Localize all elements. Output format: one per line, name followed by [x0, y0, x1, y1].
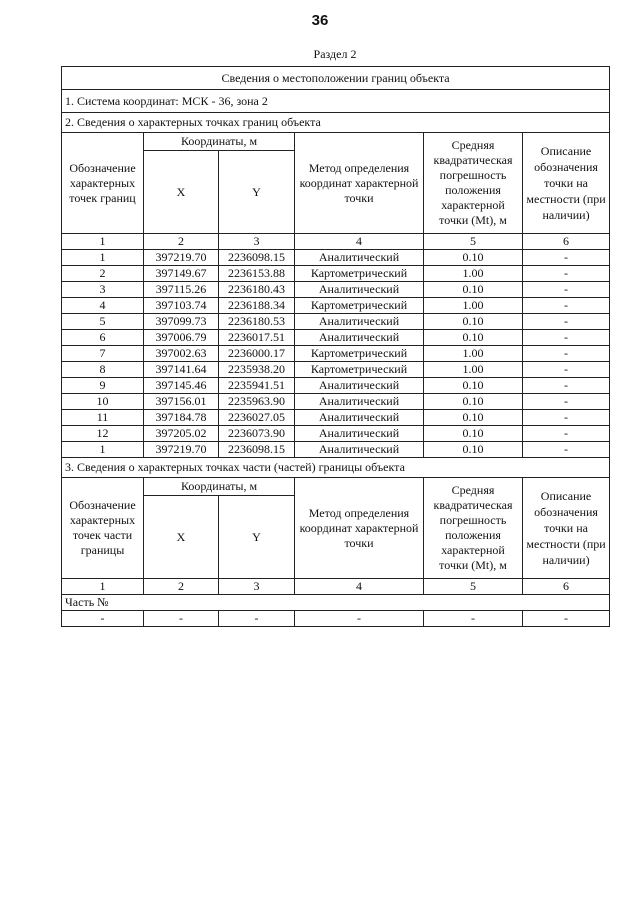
table-cell: -	[295, 611, 424, 627]
part-column-numbers-row	[62, 579, 610, 595]
part-y-header: Y	[219, 496, 295, 579]
x-cell: 397002.63	[144, 346, 219, 362]
description-cell: -	[523, 266, 610, 282]
description-cell: -	[523, 346, 610, 362]
column-number: 1	[62, 579, 144, 595]
x-cell: 397006.79	[144, 330, 219, 346]
method-cell: Аналитический	[295, 282, 424, 298]
description-cell: -	[523, 442, 610, 458]
x-cell: 397205.02	[144, 426, 219, 442]
table-title: Сведения о местоположении границ объекта	[62, 67, 610, 90]
y-cell: 2236188.34	[219, 298, 295, 314]
description-cell: -	[523, 426, 610, 442]
description-cell: -	[523, 330, 610, 346]
table-cell: -	[62, 611, 144, 627]
point-number-cell: 8	[62, 362, 144, 378]
method-cell: Аналитический	[295, 426, 424, 442]
error-cell: 0.10	[424, 282, 523, 298]
table-cell: -	[219, 611, 295, 627]
point-number-cell: 12	[62, 426, 144, 442]
page-number: 36	[311, 12, 329, 29]
x-cell: 397103.74	[144, 298, 219, 314]
column-number: 5	[424, 579, 523, 595]
error-header: Средняя квадратическая погрешность положения характерной точки (Mt), м	[424, 133, 523, 234]
y-cell: 2236153.88	[219, 266, 295, 282]
y-cell: 2236017.51	[219, 330, 295, 346]
column-number: 3	[219, 579, 295, 595]
description-cell: -	[523, 298, 610, 314]
table-row	[62, 314, 610, 330]
point-number-cell: 2	[62, 266, 144, 282]
coordinate-system: 1. Система координат: МСК - 36, зона 2	[62, 90, 610, 113]
x-cell: 397099.73	[144, 314, 219, 330]
table-cell: -	[523, 611, 610, 627]
designation-header: Обозначение характерных точек границ	[62, 133, 144, 234]
x-cell: 397219.70	[144, 250, 219, 266]
part-label: Часть №	[62, 595, 610, 611]
method-cell: Аналитический	[295, 314, 424, 330]
column-number: 1	[62, 234, 144, 250]
parts-section-heading: 3. Сведения о характерных точках части (частей) границы объекта	[62, 458, 610, 478]
error-cell: 1.00	[424, 362, 523, 378]
x-cell: 397156.01	[144, 394, 219, 410]
part-empty-row	[62, 611, 610, 627]
point-number-cell: 7	[62, 346, 144, 362]
point-number-cell: 1	[62, 442, 144, 458]
description-cell: -	[523, 362, 610, 378]
x-cell: 397219.70	[144, 442, 219, 458]
part-description-header: Описание обозначения точки на местности (при наличии)	[523, 478, 610, 579]
point-number-cell: 6	[62, 330, 144, 346]
y-header: Y	[219, 151, 295, 234]
column-number: 4	[295, 234, 424, 250]
error-cell: 1.00	[424, 266, 523, 282]
part-designation-header: Обозначение характерных точек части границы	[62, 478, 144, 579]
y-cell: 2236180.43	[219, 282, 295, 298]
point-number-cell: 3	[62, 282, 144, 298]
table-row	[62, 266, 610, 282]
y-cell: 2236000.17	[219, 346, 295, 362]
method-cell: Аналитический	[295, 330, 424, 346]
method-cell: Картометрический	[295, 346, 424, 362]
section-label: Раздел 2	[313, 47, 357, 61]
table-row	[62, 282, 610, 298]
column-number: 5	[424, 234, 523, 250]
table-row	[62, 362, 610, 378]
point-number-cell: 5	[62, 314, 144, 330]
error-cell: 0.10	[424, 410, 523, 426]
table-row	[62, 346, 610, 362]
column-number: 4	[295, 579, 424, 595]
y-cell: 2236098.15	[219, 250, 295, 266]
x-cell: 397115.26	[144, 282, 219, 298]
method-cell: Аналитический	[295, 410, 424, 426]
column-number: 6	[523, 234, 610, 250]
error-cell: 0.10	[424, 250, 523, 266]
error-cell: 0.10	[424, 394, 523, 410]
error-cell: 1.00	[424, 298, 523, 314]
table-row	[62, 330, 610, 346]
x-cell: 397141.64	[144, 362, 219, 378]
method-cell: Аналитический	[295, 394, 424, 410]
coordinates-header: Координаты, м	[144, 133, 295, 151]
table-row	[62, 410, 610, 426]
description-cell: -	[523, 282, 610, 298]
y-cell: 2235963.90	[219, 394, 295, 410]
x-header: X	[144, 151, 219, 234]
method-cell: Аналитический	[295, 250, 424, 266]
method-cell: Картометрический	[295, 298, 424, 314]
x-cell: 397149.67	[144, 266, 219, 282]
error-cell: 0.10	[424, 330, 523, 346]
point-number-cell: 10	[62, 394, 144, 410]
table-row	[62, 298, 610, 314]
method-cell: Аналитический	[295, 442, 424, 458]
method-cell: Картометрический	[295, 362, 424, 378]
point-number-cell: 9	[62, 378, 144, 394]
x-cell: 397184.78	[144, 410, 219, 426]
description-cell: -	[523, 250, 610, 266]
table-row	[62, 394, 610, 410]
column-number: 6	[523, 579, 610, 595]
part-coordinates-header: Координаты, м	[144, 478, 295, 496]
description-cell: -	[523, 410, 610, 426]
x-cell: 397145.46	[144, 378, 219, 394]
method-cell: Картометрический	[295, 266, 424, 282]
error-cell: 0.10	[424, 314, 523, 330]
method-cell: Аналитический	[295, 378, 424, 394]
description-header: Описание обозначения точки на местности (при наличии)	[523, 133, 610, 234]
points-section-heading: 2. Сведения о характерных точках границ объекта	[62, 113, 610, 133]
point-number-cell: 11	[62, 410, 144, 426]
y-cell: 2236098.15	[219, 442, 295, 458]
y-cell: 2235938.20	[219, 362, 295, 378]
error-cell: 0.10	[424, 442, 523, 458]
column-number: 2	[144, 579, 219, 595]
y-cell: 2236180.53	[219, 314, 295, 330]
description-cell: -	[523, 378, 610, 394]
method-header: Метод определения координат характерной точки	[295, 133, 424, 234]
point-number-cell: 1	[62, 250, 144, 266]
column-numbers-row	[62, 234, 610, 250]
point-number-cell: 4	[62, 298, 144, 314]
error-cell: 0.10	[424, 378, 523, 394]
y-cell: 2236073.90	[219, 426, 295, 442]
part-error-header: Средняя квадратическая погрешность положения характерной точки (Mt), м	[424, 478, 523, 579]
error-cell: 1.00	[424, 346, 523, 362]
part-method-header: Метод определения координат характерной точки	[295, 478, 424, 579]
table-row	[62, 442, 610, 458]
table-row	[62, 378, 610, 394]
table-cell: -	[424, 611, 523, 627]
error-cell: 0.10	[424, 426, 523, 442]
part-x-header: X	[144, 496, 219, 579]
table-row	[62, 426, 610, 442]
column-number: 2	[144, 234, 219, 250]
table-cell: -	[144, 611, 219, 627]
description-cell: -	[523, 394, 610, 410]
description-cell: -	[523, 314, 610, 330]
y-cell: 2235941.51	[219, 378, 295, 394]
table-row	[62, 250, 610, 266]
y-cell: 2236027.05	[219, 410, 295, 426]
boundary-table	[61, 66, 610, 627]
column-number: 3	[219, 234, 295, 250]
